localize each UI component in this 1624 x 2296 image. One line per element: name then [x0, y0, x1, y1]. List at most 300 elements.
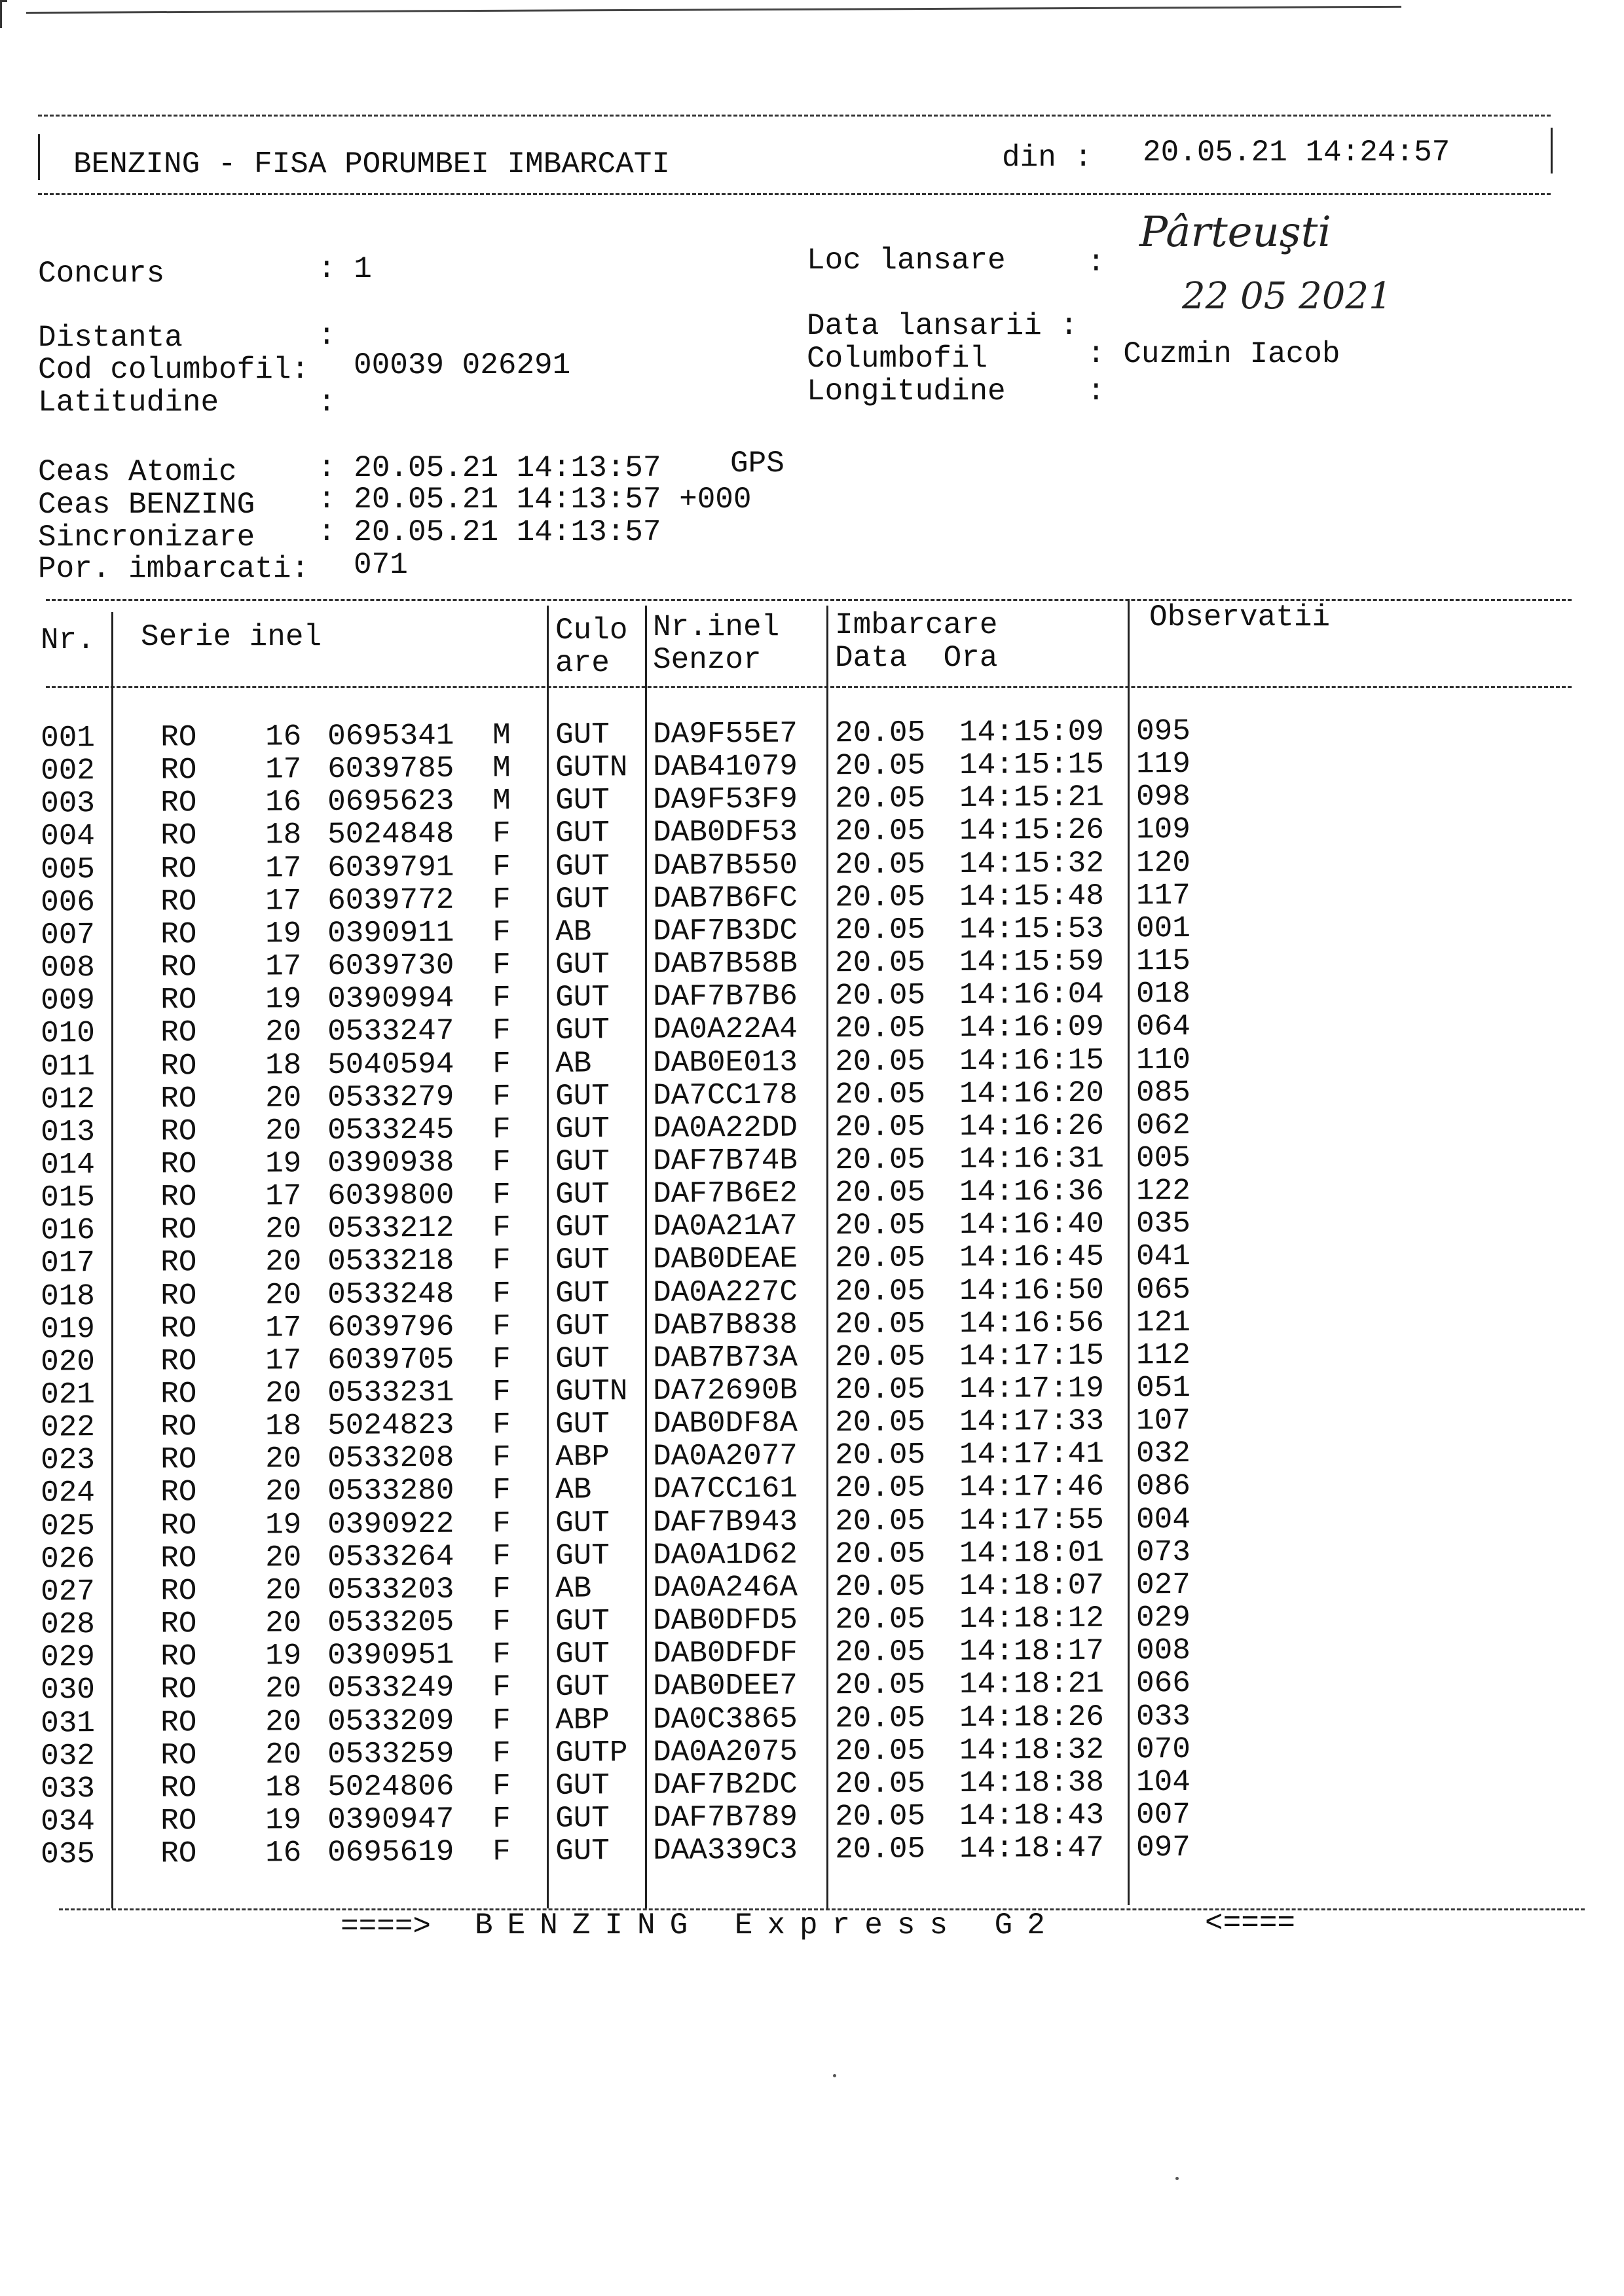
row-color: GUT: [555, 848, 610, 884]
row-nr: 009: [40, 983, 96, 1018]
row-country: RO: [160, 1311, 197, 1346]
row-sex: M: [492, 784, 511, 818]
row-year: 20: [265, 1080, 302, 1116]
row-serial: 0533245: [327, 1112, 454, 1148]
ceas-atomic-label: Ceas Atomic: [38, 455, 237, 489]
row-color: GUT: [555, 1243, 610, 1278]
row-color: GUT: [555, 1144, 610, 1179]
row-date: 20.05: [834, 1503, 926, 1539]
row-country: RO: [160, 1705, 197, 1740]
row-sex: F: [492, 915, 511, 950]
row-sensor: DAF7B2DC: [652, 1767, 798, 1802]
col-header-imbarcare-1: Imbarcare: [835, 608, 998, 642]
row-time: 14:16:15: [959, 1043, 1105, 1078]
row-year: 20: [265, 1671, 302, 1706]
row-obs: 005: [1135, 1140, 1191, 1176]
row-time: 14:16:36: [959, 1174, 1105, 1210]
row-country: RO: [160, 1114, 197, 1149]
row-country: RO: [160, 1147, 197, 1182]
row-country: RO: [160, 1738, 197, 1773]
row-sex: F: [492, 1440, 511, 1475]
row-serial: 6039796: [327, 1309, 454, 1345]
row-time: 14:17:41: [959, 1436, 1105, 1472]
row-nr: 003: [40, 786, 96, 821]
row-serial: 5024823: [327, 1408, 454, 1444]
row-time: 14:15:59: [959, 944, 1105, 980]
row-time: 14:18:32: [959, 1732, 1105, 1768]
ceas-atomic-gps: GPS: [730, 446, 784, 481]
row-obs: 066: [1135, 1666, 1191, 1701]
row-color: GUT: [555, 1669, 610, 1705]
date-handwritten: 22 05 2021: [1182, 275, 1392, 318]
row-year: 18: [265, 818, 302, 852]
row-nr: 014: [40, 1148, 96, 1182]
row-country: RO: [160, 753, 197, 788]
row-color: GUT: [555, 1505, 610, 1540]
row-serial: 0695623: [327, 784, 454, 820]
row-obs: 122: [1135, 1173, 1191, 1209]
row-serial: 0533205: [327, 1605, 454, 1640]
row-color: GUT: [555, 1637, 610, 1672]
row-time: 14:16:26: [959, 1108, 1105, 1144]
row-year: 20: [265, 1737, 302, 1772]
row-serial: 0390994: [327, 981, 454, 1017]
row-sex: F: [492, 1473, 511, 1508]
row-color: GUTN: [555, 750, 628, 785]
scan-speck: [1175, 2177, 1179, 2180]
row-nr: 025: [40, 1508, 96, 1544]
col-header-culoare-2: are: [555, 646, 610, 680]
row-serial: 0390951: [327, 1637, 454, 1673]
row-serial: 5024848: [327, 817, 454, 852]
row-date: 20.05: [834, 913, 926, 948]
row-time: 14:18:21: [959, 1667, 1105, 1702]
row-sex: F: [492, 1046, 511, 1081]
row-time: 14:18:43: [959, 1798, 1105, 1833]
row-country: RO: [160, 786, 197, 820]
row-serial: 0533279: [327, 1080, 454, 1115]
col-header-nr: Nr.: [41, 623, 95, 657]
row-country: RO: [160, 917, 197, 952]
row-time: 14:15:09: [959, 714, 1105, 750]
row-nr: 001: [40, 721, 96, 756]
row-nr: 032: [40, 1738, 96, 1774]
row-sex: F: [492, 1605, 511, 1639]
col-header-imbarcare-2: Data Ora: [835, 641, 998, 675]
row-color: GUT: [555, 947, 610, 982]
row-color: ABP: [555, 1440, 610, 1475]
row-serial: 0533259: [327, 1736, 454, 1772]
row-date: 20.05: [834, 1602, 926, 1637]
row-sex: F: [492, 1079, 511, 1114]
row-time: 14:17:46: [959, 1470, 1105, 1505]
row-country: RO: [160, 1804, 197, 1838]
row-date: 20.05: [834, 1273, 926, 1309]
por-imbarcati-label: Por. imbarcati:: [38, 552, 310, 586]
row-obs: 095: [1135, 714, 1191, 749]
row-nr: 008: [40, 951, 96, 985]
row-color: GUT: [555, 816, 610, 851]
row-country: RO: [160, 983, 197, 1017]
row-sex: F: [492, 1112, 511, 1147]
row-year: 19: [265, 1507, 302, 1542]
row-obs: 104: [1135, 1764, 1191, 1800]
row-sex: F: [492, 816, 511, 851]
row-year: 17: [265, 850, 302, 886]
row-time: 14:16:45: [959, 1240, 1105, 1275]
row-nr: 026: [40, 1541, 96, 1576]
row-serial: 0533248: [327, 1277, 454, 1312]
row-sensor: DAB0DEAE: [652, 1241, 798, 1277]
row-country: RO: [160, 884, 197, 919]
row-date: 20.05: [834, 1438, 926, 1473]
row-obs: 112: [1135, 1338, 1191, 1373]
row-year: 20: [265, 1704, 302, 1740]
row-nr: 019: [40, 1311, 96, 1347]
row-year: 17: [265, 752, 302, 787]
row-color: GUT: [555, 1834, 610, 1868]
row-serial: 0533218: [327, 1244, 454, 1279]
row-date: 20.05: [834, 1307, 926, 1341]
row-sex: F: [492, 1703, 511, 1738]
row-nr: 029: [40, 1640, 96, 1675]
cod-columbofil-label: Cod columbofil:: [38, 353, 310, 387]
row-obs: 070: [1135, 1732, 1191, 1767]
row-date: 20.05: [834, 1635, 926, 1670]
row-obs: 035: [1135, 1207, 1191, 1241]
row-year: 17: [265, 1343, 302, 1378]
row-sex: F: [492, 1145, 511, 1180]
row-time: 14:15:32: [959, 846, 1105, 881]
row-sensor: DAF7B789: [652, 1800, 798, 1835]
row-sex: F: [492, 1178, 511, 1212]
row-obs: 032: [1135, 1436, 1191, 1471]
latitudine-sep: :: [318, 386, 336, 420]
row-obs: 007: [1135, 1797, 1191, 1832]
row-sensor: DA0A246A: [652, 1570, 798, 1605]
row-serial: 0533208: [327, 1441, 454, 1476]
row-serial: 0533249: [327, 1671, 454, 1706]
row-time: 14:18:17: [959, 1633, 1105, 1669]
row-year: 16: [265, 720, 302, 754]
row-color: GUT: [555, 882, 610, 917]
row-nr: 031: [40, 1705, 96, 1741]
row-date: 20.05: [834, 1110, 926, 1145]
row-sensor: DA9F55E7: [652, 716, 798, 752]
row-sensor: DA0A2075: [652, 1734, 798, 1770]
row-sex: F: [492, 1802, 511, 1836]
row-year: 17: [265, 1310, 302, 1345]
row-sex: F: [492, 1342, 511, 1377]
row-year: 19: [265, 982, 302, 1017]
row-color: GUT: [555, 1768, 610, 1803]
row-country: RO: [160, 1245, 197, 1280]
row-date: 20.05: [834, 1241, 926, 1276]
row-sensor: DA0A2077: [652, 1438, 798, 1474]
din-value: 20.05.21 14:24:57: [1143, 136, 1450, 170]
concurs-value: : 1: [318, 252, 372, 286]
row-sex: F: [492, 981, 511, 1015]
row-color: GUTP: [555, 1735, 628, 1770]
row-year: 20: [265, 1540, 302, 1575]
footer-left-arrow: ====>: [341, 1910, 432, 1944]
row-nr: 005: [40, 852, 96, 887]
row-country: RO: [160, 1015, 197, 1050]
row-sex: F: [492, 1769, 511, 1804]
row-year: 18: [265, 1409, 302, 1444]
row-serial: 0390911: [327, 915, 454, 951]
row-sex: F: [492, 948, 511, 983]
row-date: 20.05: [834, 1832, 926, 1867]
row-serial: 6039772: [327, 883, 454, 918]
row-obs: 033: [1135, 1699, 1191, 1734]
row-sensor: DAB7B550: [652, 848, 798, 883]
row-country: RO: [160, 720, 197, 755]
row-obs: 121: [1135, 1305, 1191, 1340]
row-time: 14:16:20: [959, 1076, 1105, 1111]
row-date: 20.05: [834, 847, 926, 882]
row-nr: 011: [40, 1049, 96, 1084]
row-obs: 004: [1135, 1502, 1191, 1537]
row-time: 14:17:33: [959, 1404, 1105, 1440]
row-date: 20.05: [834, 1011, 926, 1046]
row-nr: 004: [40, 819, 96, 854]
row-color: GUT: [555, 1309, 610, 1343]
row-nr: 020: [40, 1344, 96, 1379]
row-date: 20.05: [834, 716, 926, 751]
row-color: ABP: [555, 1702, 610, 1738]
row-sensor: DAB7B73A: [652, 1340, 798, 1376]
row-color: GUT: [555, 1275, 610, 1311]
row-date: 20.05: [834, 1537, 926, 1571]
row-country: RO: [160, 1607, 197, 1641]
row-year: 20: [265, 1212, 302, 1247]
row-year: 20: [265, 1442, 302, 1476]
row-sex: M: [492, 751, 511, 786]
row-color: GUT: [555, 980, 610, 1015]
row-date: 20.05: [834, 781, 926, 816]
row-year: 20: [265, 1277, 302, 1313]
row-obs: 065: [1135, 1272, 1191, 1307]
sincronizare-value: : 20.05.21 14:13:57: [318, 515, 661, 549]
row-sensor: DAB0DEE7: [652, 1668, 798, 1704]
row-color: GUT: [555, 1801, 610, 1836]
row-date: 20.05: [834, 1766, 926, 1802]
row-country: RO: [160, 1377, 197, 1412]
row-sex: F: [492, 1243, 511, 1278]
row-date: 20.05: [834, 880, 926, 915]
row-nr: 017: [40, 1246, 96, 1281]
row-sensor: DAB0DF53: [652, 814, 798, 850]
row-sensor: DAB7B6FC: [652, 881, 798, 916]
row-sensor: DAF7B3DC: [652, 913, 798, 949]
row-date: 20.05: [834, 748, 926, 784]
row-nr: 013: [40, 1114, 96, 1150]
row-country: RO: [160, 818, 197, 853]
row-nr: 015: [40, 1180, 96, 1215]
row-sex: F: [492, 1375, 511, 1410]
row-year: 19: [265, 1803, 302, 1838]
row-country: RO: [160, 1410, 197, 1444]
row-year: 20: [265, 1474, 302, 1509]
row-sensor: DA7CC161: [652, 1471, 798, 1507]
row-time: 14:17:19: [959, 1371, 1105, 1407]
row-year: 18: [265, 1770, 302, 1805]
row-sex: F: [492, 1670, 511, 1705]
row-nr: 002: [40, 754, 96, 788]
row-country: RO: [160, 1180, 197, 1214]
row-serial: 6039730: [327, 948, 454, 983]
row-time: 14:16:56: [959, 1305, 1105, 1341]
row-country: RO: [160, 1639, 197, 1674]
row-color: GUT: [555, 718, 610, 752]
loc-lansare-handwritten: Pârteuşti: [1139, 208, 1331, 257]
row-year: 20: [265, 1015, 302, 1049]
row-date: 20.05: [834, 1339, 926, 1375]
row-sensor: DAB0DFDF: [652, 1635, 798, 1671]
row-sex: F: [492, 849, 511, 884]
row-obs: 119: [1135, 747, 1191, 782]
row-date: 20.05: [834, 1470, 926, 1506]
row-nr: 012: [40, 1082, 96, 1117]
row-date: 20.05: [834, 1700, 926, 1736]
row-sex: F: [492, 1408, 511, 1442]
row-nr: 007: [40, 918, 96, 953]
row-color: AB: [555, 915, 592, 949]
row-color: GUT: [555, 1407, 610, 1442]
row-color: AB: [555, 1046, 592, 1081]
col-header-serie: Serie inel: [141, 620, 322, 654]
row-date: 20.05: [834, 814, 926, 849]
row-country: RO: [160, 1574, 197, 1609]
row-obs: 064: [1135, 1010, 1191, 1044]
row-date: 20.05: [834, 1667, 926, 1703]
row-sensor: DA0C3865: [652, 1702, 798, 1737]
row-year: 20: [265, 1376, 302, 1411]
row-date: 20.05: [834, 978, 926, 1013]
row-serial: 0533212: [327, 1211, 454, 1247]
row-date: 20.05: [834, 1142, 926, 1178]
row-serial: 0390922: [327, 1506, 454, 1542]
row-obs: 041: [1135, 1239, 1191, 1274]
row-year: 17: [265, 949, 302, 984]
row-nr: 024: [40, 1476, 96, 1511]
row-color: GUT: [555, 1210, 610, 1245]
row-obs: 027: [1135, 1567, 1191, 1603]
row-color: GUT: [555, 1078, 610, 1114]
row-serial: 0695619: [327, 1834, 454, 1870]
row-sensor: DA72690B: [652, 1373, 798, 1408]
row-obs: 029: [1135, 1600, 1191, 1635]
row-sex: F: [492, 1736, 511, 1771]
row-sex: M: [492, 718, 511, 753]
table-header-top-border: [46, 599, 1572, 601]
row-nr: 021: [40, 1377, 96, 1412]
row-nr: 006: [40, 884, 96, 920]
row-nr: 030: [40, 1673, 96, 1707]
row-time: 14:16:40: [959, 1207, 1105, 1243]
row-country: RO: [160, 1508, 197, 1543]
row-color: GUT: [555, 1604, 610, 1639]
concurs-label: Concurs: [38, 257, 165, 291]
row-sensor: DA0A1D62: [652, 1537, 798, 1573]
row-date: 20.05: [834, 1175, 926, 1211]
row-serial: 5024806: [327, 1769, 454, 1804]
row-sex: F: [492, 1506, 511, 1540]
row-year: 19: [265, 1639, 302, 1673]
row-serial: 0533280: [327, 1474, 454, 1509]
row-obs: 008: [1135, 1633, 1191, 1668]
row-sensor: DA0A227C: [652, 1275, 798, 1310]
row-sex: F: [492, 1276, 511, 1311]
row-sensor: DA0A22DD: [652, 1110, 798, 1146]
row-obs: 109: [1135, 812, 1191, 847]
header-top-border: [38, 115, 1551, 117]
row-nr: 034: [40, 1804, 96, 1839]
row-time: 14:15:53: [959, 911, 1105, 947]
scan-speck: [833, 2074, 836, 2077]
row-serial: 0390938: [327, 1145, 454, 1180]
row-year: 16: [265, 785, 302, 820]
row-time: 14:16:50: [959, 1273, 1105, 1308]
columbofil-label: Columbofil: [807, 342, 988, 376]
row-time: 14:16:04: [959, 977, 1105, 1013]
col-header-nrinel-2: Senzor: [653, 643, 762, 677]
row-obs: 107: [1135, 1404, 1191, 1438]
row-sensor: DAF7B6E2: [652, 1176, 798, 1212]
row-obs: 001: [1135, 911, 1191, 946]
row-year: 16: [265, 1836, 302, 1870]
row-serial: 5040594: [327, 1047, 454, 1082]
longitudine-label: Longitudine: [807, 374, 1006, 409]
row-country: RO: [160, 1048, 197, 1084]
row-color: AB: [555, 1472, 592, 1508]
row-serial: 0533209: [327, 1704, 454, 1739]
row-serial: 0533203: [327, 1572, 454, 1607]
row-sex: F: [492, 1309, 511, 1344]
por-imbarcati-value: 071: [354, 548, 408, 582]
row-date: 20.05: [834, 1569, 926, 1605]
row-date: 20.05: [834, 1044, 926, 1079]
row-sensor: DAB0DFD5: [652, 1603, 798, 1638]
row-nr: 022: [40, 1410, 96, 1445]
row-nr: 016: [40, 1213, 96, 1248]
col-header-culoare-1: Culo: [555, 613, 628, 647]
row-sex: F: [492, 1637, 511, 1672]
row-time: 14:15:26: [959, 813, 1105, 848]
row-obs: 120: [1135, 845, 1191, 880]
row-date: 20.05: [834, 1208, 926, 1243]
ceas-benzing-value: : 20.05.21 14:13:57 +000: [318, 483, 752, 517]
row-color: GUT: [555, 1539, 610, 1573]
row-date: 20.05: [834, 945, 926, 981]
row-country: RO: [160, 950, 197, 985]
row-time: 14:16:09: [959, 1010, 1105, 1046]
row-obs: 051: [1135, 1370, 1191, 1406]
row-serial: 0533247: [327, 1014, 454, 1049]
row-nr: 010: [40, 1016, 96, 1051]
page-title: BENZING - FISA PORUMBEI IMBARCATI: [73, 147, 670, 181]
columbofil-value: : Cuzmin Iacob: [1087, 337, 1340, 371]
row-country: RO: [160, 1672, 197, 1707]
row-serial: 0533231: [327, 1375, 454, 1410]
ceas-atomic-value: : 20.05.21 14:13:57: [318, 451, 661, 485]
row-sensor: DAB0DF8A: [652, 1406, 798, 1442]
distanta-sep: :: [318, 319, 336, 353]
col-header-observatii: Observatii: [1149, 600, 1331, 634]
row-obs: 117: [1135, 878, 1191, 913]
row-nr: 018: [40, 1279, 96, 1314]
